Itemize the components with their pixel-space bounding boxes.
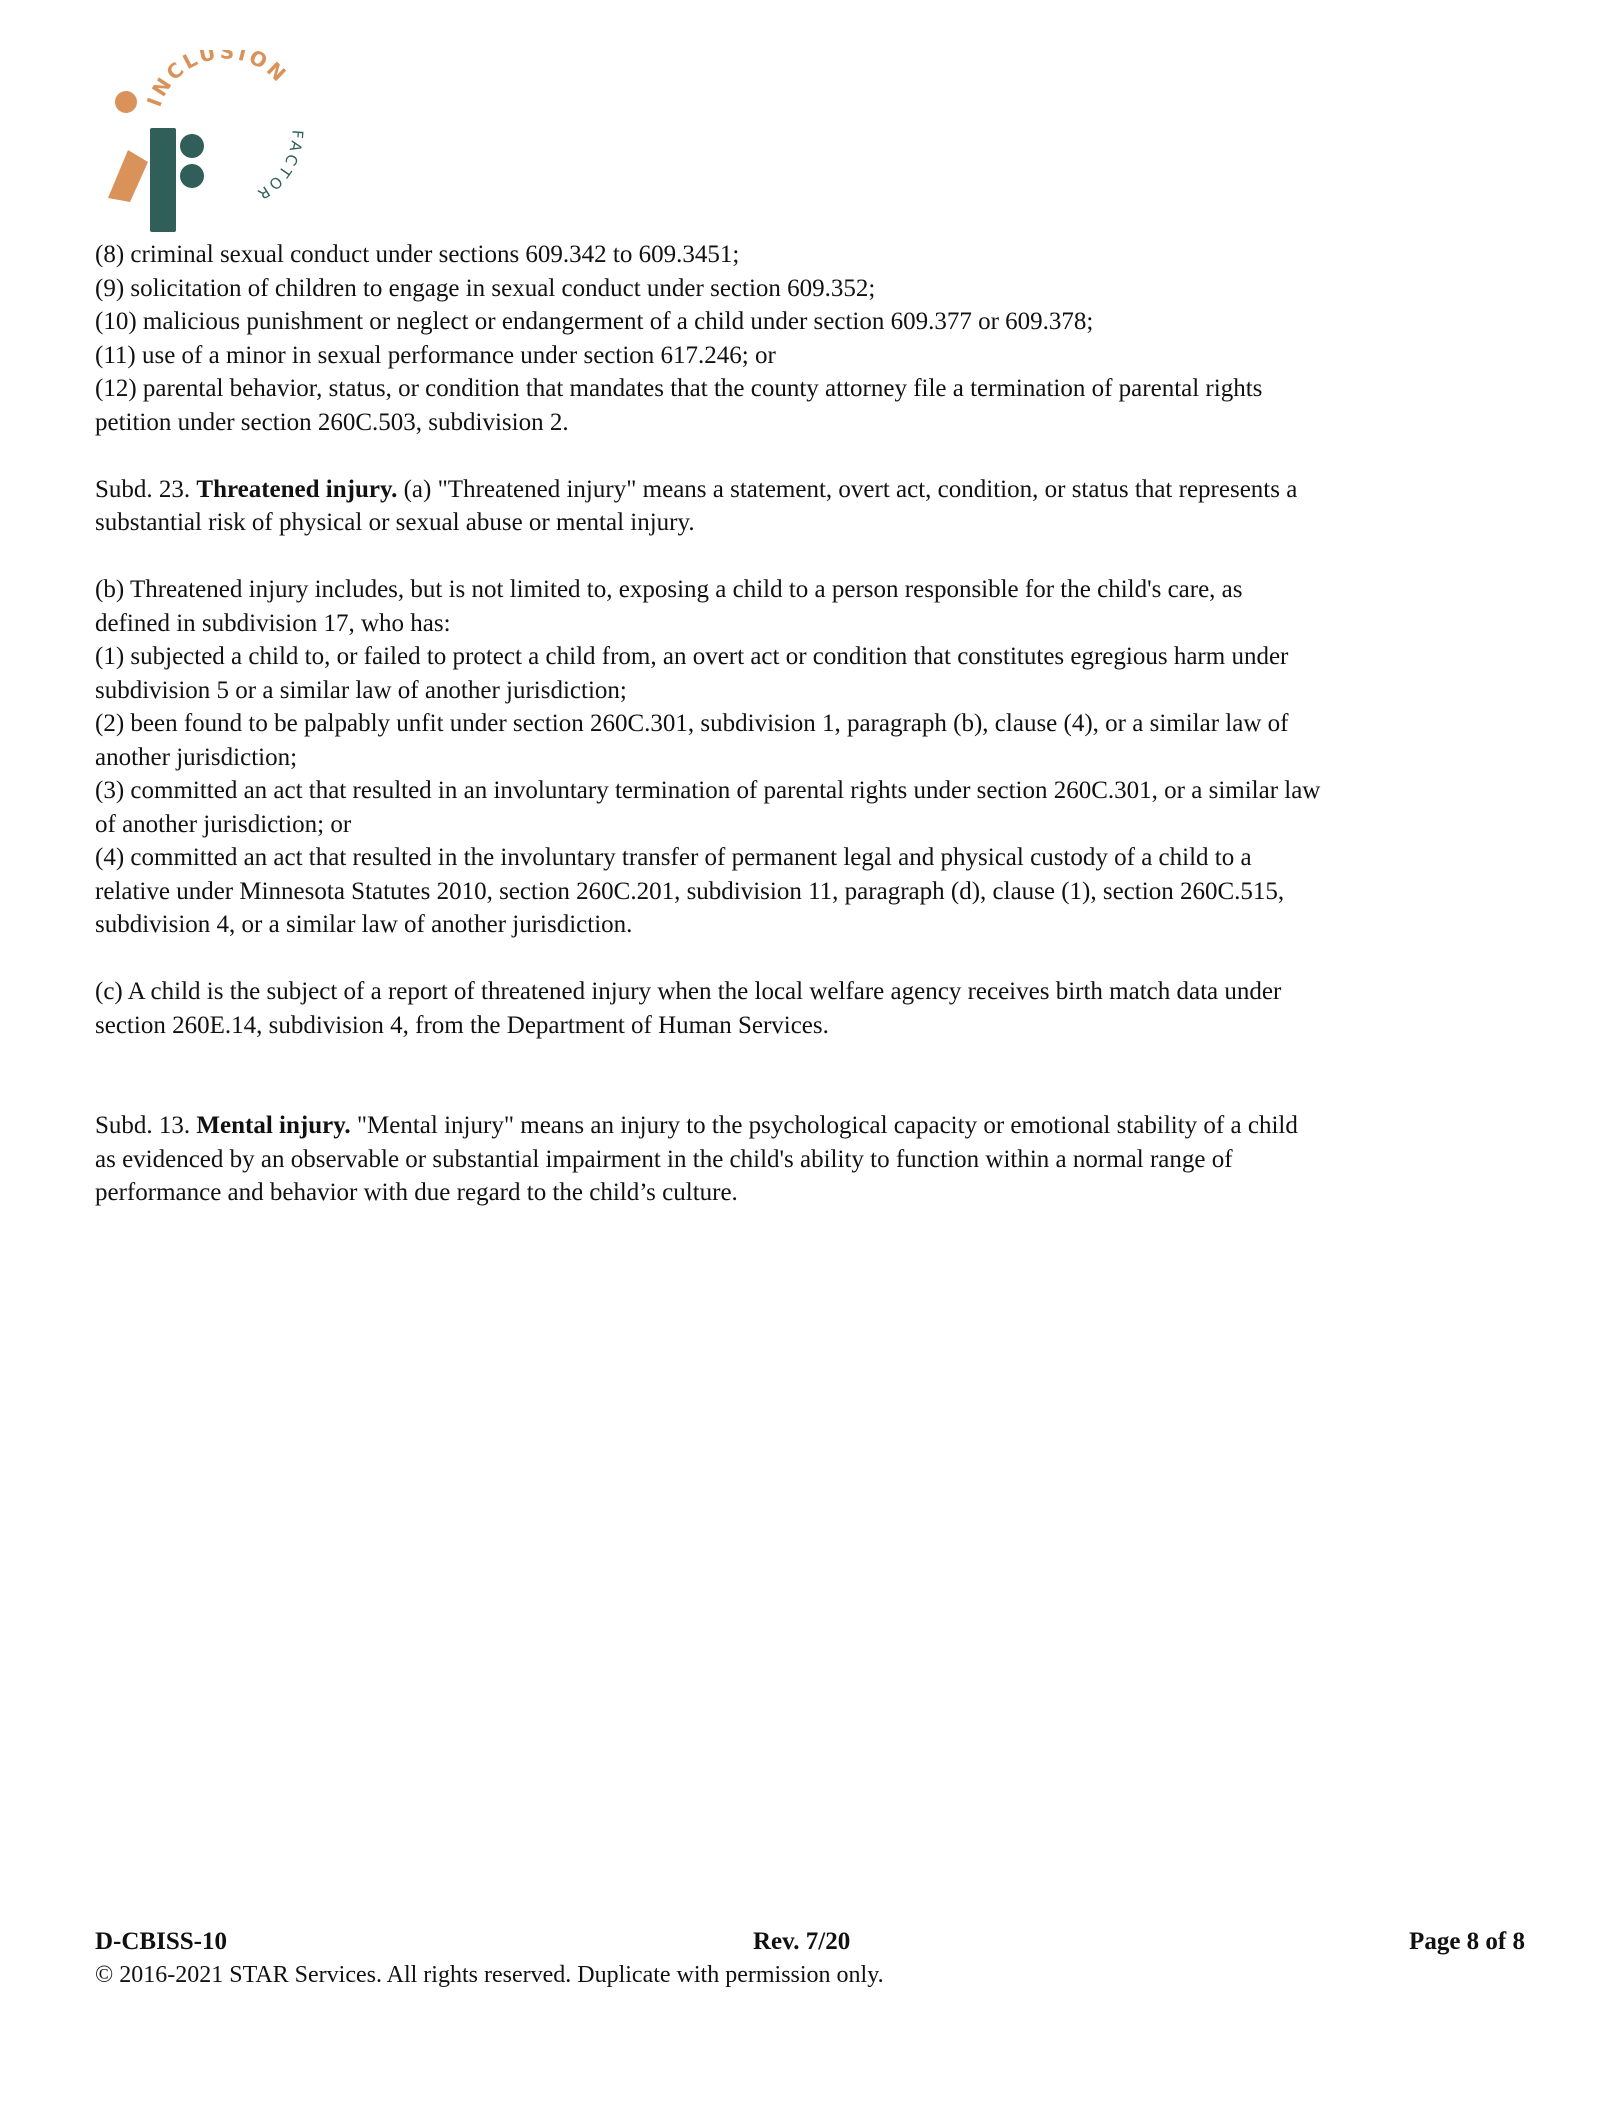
paragraph-b-line: relative under Minnesota Statutes 2010, section 260C.201, subdivision 11, paragraph (d), clause (1), section 260C.515, [95,877,1285,905]
paragraph-b-line: (4) committed an act that resulted in the involuntary transfer of permanent legal and physical custody of a child to a [95,844,1252,871]
list-item-12-cont: petition under section 260C.503, subdivision 2. [95,408,569,436]
subd-13-paragraph [95,1109,1535,1210]
paragraph-c-line: (c) A child is the subject of a report of threatened injury when the local welfare agency receives birth match data under [95,978,1282,1005]
inclusion-factor-logo [92,50,312,240]
subd-13-prefix: Subd. 13. [95,1112,191,1139]
paragraph-b-line: (2) been found to be palpably unfit under section 260C.301, subdivision 1, paragraph (b), clause (4), or a similar law of [95,710,1289,737]
list-continued [95,238,1535,439]
paragraph-b-line: defined in subdivision 17, who has: [95,609,451,637]
logo-f-dot-top [180,134,204,158]
paragraph-c [95,975,1535,1042]
list-item-9: (9) solicitation of children to engage in sexual conduct under section 609.352; [95,274,876,302]
paragraph-b-line: of another jurisdiction; or [95,810,352,838]
paragraph-b-line: subdivision 4, or a similar law of another jurisdiction. [95,911,633,938]
list-item-8: (8) criminal sexual conduct under sections 609.342 to 609.3451; [95,241,740,268]
paragraph-b-line: (3) committed an act that resulted in an involuntary termination of parental rights under section 260C.301, or a similar law [95,777,1321,804]
footer-page-number: Page 8 of 8 [1409,1928,1525,1955]
logo-i-dot [115,91,137,113]
logo-graphic [92,50,312,240]
paragraph-b-line: subdivision 5 or a similar law of another jurisdiction; [95,676,627,704]
subd-23-text: (a) "Threatened injury" means a statement, overt act, condition, or status that represents a [403,475,1298,503]
list-item-10: (10) malicious punishment or neglect or endangerment of a child under section 609.377 or 609.378; [95,308,1094,335]
list-item-12: (12) parental behavior, status, or condition that mandates that the county attorney file a termination of parental rights [95,375,1263,402]
subd-13-text-cont: as evidenced by an observable or substantial impairment in the child's ability to function within a normal range of [95,1145,1233,1173]
document-body [95,238,1535,1210]
subd-23-prefix: Subd. 23. [95,475,191,503]
svg-text:FACTOR [252,129,306,204]
footer-doc-id: D-CBISS-10 [95,1928,227,1955]
footer-revision: Rev. 7/20 [753,1928,851,1955]
subd-13-text: "Mental injury" means an injury to the psychological capacity or emotional stability of a child [356,1112,1298,1139]
svg-text:INCLUSION [142,50,293,110]
paragraph-b-line: (1) subjected a child to, or failed to protect a child from, an overt act or condition that constitutes egregious harm under [95,643,1289,670]
logo-f-dot-bottom [180,164,204,188]
list-item-11: (11) use of a minor in sexual performance under section 617.246; or [95,341,776,369]
subd-13-text-cont: performance and behavior with due regard to the child’s culture. [95,1179,738,1206]
paragraph-b-line: (b) Threatened injury includes, but is not limited to, exposing a child to a person responsible for the child's care, as [95,576,1243,603]
logo-word-factor: FACTOR [252,129,307,205]
page-footer [95,1928,1525,1962]
logo-f-stem [150,128,176,232]
subd-23-paragraph [95,473,1535,540]
paragraph-b-line: another jurisdiction; [95,743,298,771]
subd-13-heading: Mental injury. [196,1112,351,1139]
footer-copyright: © 2016-2021 STAR Services. All rights reserved. Duplicate with permission only. [95,1962,884,1988]
logo-i-stem [108,150,148,202]
paragraph-b [95,573,1535,942]
logo-word-inclusion: INCLUSION [141,50,293,110]
paragraph-c-line: section 260E.14, subdivision 4, from the Department of Human Services. [95,1011,829,1039]
subd-23-text-cont: substantial risk of physical or sexual abuse or mental injury. [95,509,695,536]
subd-23-heading: Threatened injury. [196,475,398,503]
